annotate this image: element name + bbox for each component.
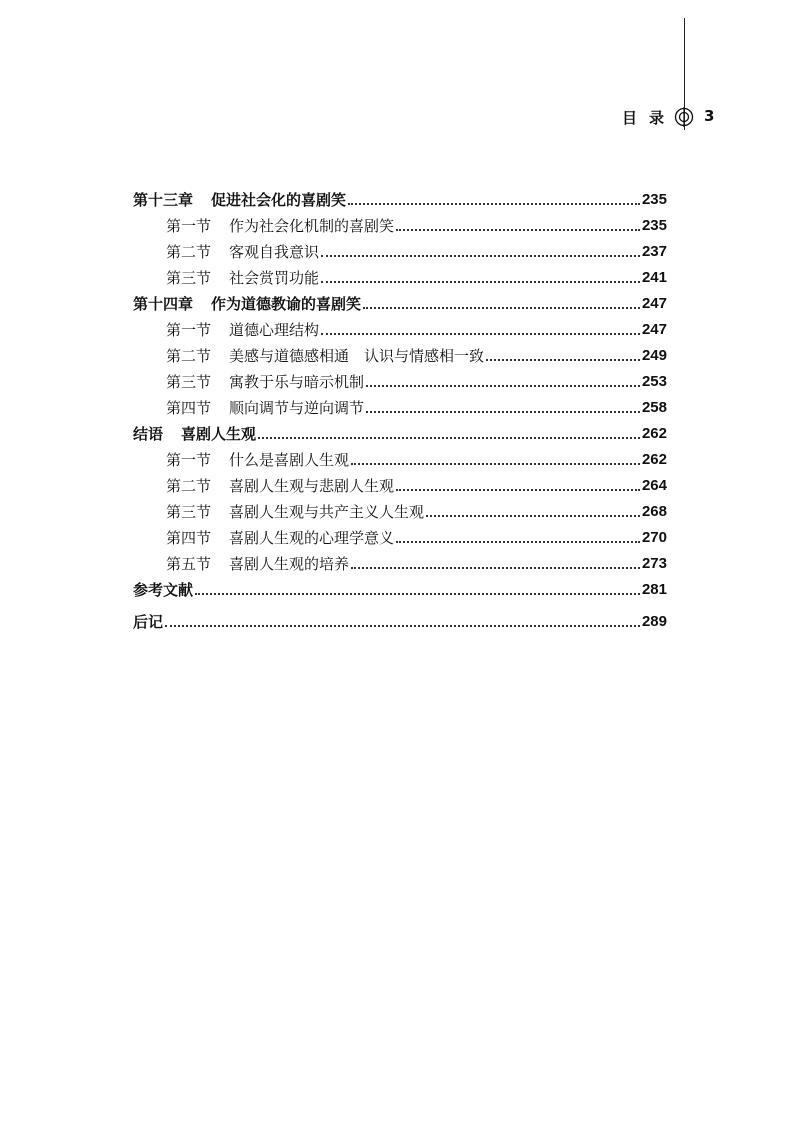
toc-label: 第三节: [166, 373, 212, 391]
toc-title: 喜剧人生观与共产主义人生观: [229, 503, 425, 521]
toc-label: 第三节: [166, 503, 212, 521]
dot-leader: [366, 385, 640, 387]
toc-page-number: 262: [641, 451, 667, 468]
dot-leader: [486, 359, 640, 361]
toc-entry-section[interactable]: [166, 472, 667, 496]
toc-page-number: 268: [641, 503, 667, 520]
toc-title: 美感与道德感相通 认识与情感相一致: [229, 347, 485, 365]
running-header-title: 目录: [621, 109, 676, 127]
toc-label: 第一节: [166, 451, 212, 469]
toc-title: 喜剧人生观与悲剧人生观: [229, 477, 395, 495]
toc-page-number: 247: [641, 295, 667, 312]
toc-page-number: 273: [641, 555, 667, 572]
toc-title: 促进社会化的喜剧笑: [211, 191, 347, 209]
toc-page-number: 258: [641, 399, 667, 416]
toc-page-number: 249: [641, 347, 667, 364]
toc-label: 第五节: [166, 555, 212, 573]
toc-entry-section[interactable]: [166, 498, 667, 522]
toc-title: 什么是喜剧人生观: [229, 451, 350, 469]
toc-page-number: 235: [641, 191, 667, 208]
toc-entry-chapter-14[interactable]: [133, 290, 667, 314]
toc-page-number: 237: [641, 243, 667, 260]
toc-label: 第四节: [166, 399, 212, 417]
toc-title: 客观自我意识: [229, 243, 320, 261]
toc-entry-section[interactable]: [166, 524, 667, 548]
toc-entry-section[interactable]: [166, 212, 667, 236]
toc-label: 后记: [133, 613, 164, 631]
toc-title: 喜剧人生观的培养: [229, 555, 350, 573]
dot-leader: [396, 541, 640, 543]
toc-entry-section[interactable]: [166, 342, 667, 366]
toc-entry-section[interactable]: [166, 394, 667, 418]
toc-entry-chapter-13[interactable]: [133, 186, 667, 210]
dot-leader: [321, 333, 640, 335]
toc-label: 第十四章: [133, 295, 194, 313]
toc-title: 作为社会化机制的喜剧笑: [229, 217, 395, 235]
dot-leader: [165, 625, 640, 627]
toc-label: 第一节: [166, 321, 212, 339]
toc-entry-conclusion[interactable]: [133, 420, 667, 444]
circle-target-icon: [674, 107, 694, 127]
toc-page-number: 247: [641, 321, 667, 338]
dot-leader: [366, 411, 640, 413]
toc-page-number: 253: [641, 373, 667, 390]
dot-leader: [363, 307, 640, 309]
page-number: 3: [704, 107, 715, 125]
toc-label: 参考文献: [133, 581, 194, 599]
dot-leader: [351, 463, 640, 465]
toc-entry-references[interactable]: [133, 576, 667, 600]
toc-label: 结语: [133, 425, 164, 443]
toc-page-number: 264: [641, 477, 667, 494]
dot-leader: [396, 229, 640, 231]
dot-leader: [321, 255, 640, 257]
toc-title: 喜剧人生观的心理学意义: [229, 529, 395, 547]
toc-label: 第四节: [166, 529, 212, 547]
toc-page-number: 281: [641, 581, 667, 598]
toc-title: 作为道德教谕的喜剧笑: [211, 295, 362, 313]
toc-entry-afterword[interactable]: [133, 608, 667, 632]
toc-title: 喜剧人生观: [181, 425, 257, 443]
toc-title: 寓教于乐与暗示机制: [229, 373, 365, 391]
dot-leader: [195, 593, 640, 595]
dot-leader: [348, 203, 640, 205]
toc-entry-section[interactable]: [166, 238, 667, 262]
dot-leader: [321, 281, 640, 283]
toc-label: 第二节: [166, 477, 212, 495]
toc-label: 第十三章: [133, 191, 194, 209]
toc-label: 第三节: [166, 269, 212, 287]
toc-page-number: 270: [641, 529, 667, 546]
toc-title: 社会赏罚功能: [229, 269, 320, 287]
toc-entry-section[interactable]: [166, 316, 667, 340]
toc-label: 第一节: [166, 217, 212, 235]
toc-entry-section[interactable]: [166, 368, 667, 392]
toc-page-number: 289: [641, 613, 667, 630]
toc-entry-section[interactable]: [166, 446, 667, 470]
toc-label: 第二节: [166, 243, 212, 261]
toc-page-number: 262: [641, 425, 667, 442]
dot-leader: [351, 567, 640, 569]
toc-label: 第二节: [166, 347, 212, 365]
running-header: [600, 105, 720, 129]
toc-title: 道德心理结构: [229, 321, 320, 339]
dot-leader: [426, 515, 640, 517]
toc-page-number: 235: [641, 217, 667, 234]
toc-entry-section[interactable]: [166, 264, 667, 288]
toc-title: 顺向调节与逆向调节: [229, 399, 365, 417]
toc-page-number: 241: [641, 269, 667, 286]
toc-entry-section[interactable]: [166, 550, 667, 574]
dot-leader: [396, 489, 640, 491]
dot-leader: [258, 437, 640, 439]
